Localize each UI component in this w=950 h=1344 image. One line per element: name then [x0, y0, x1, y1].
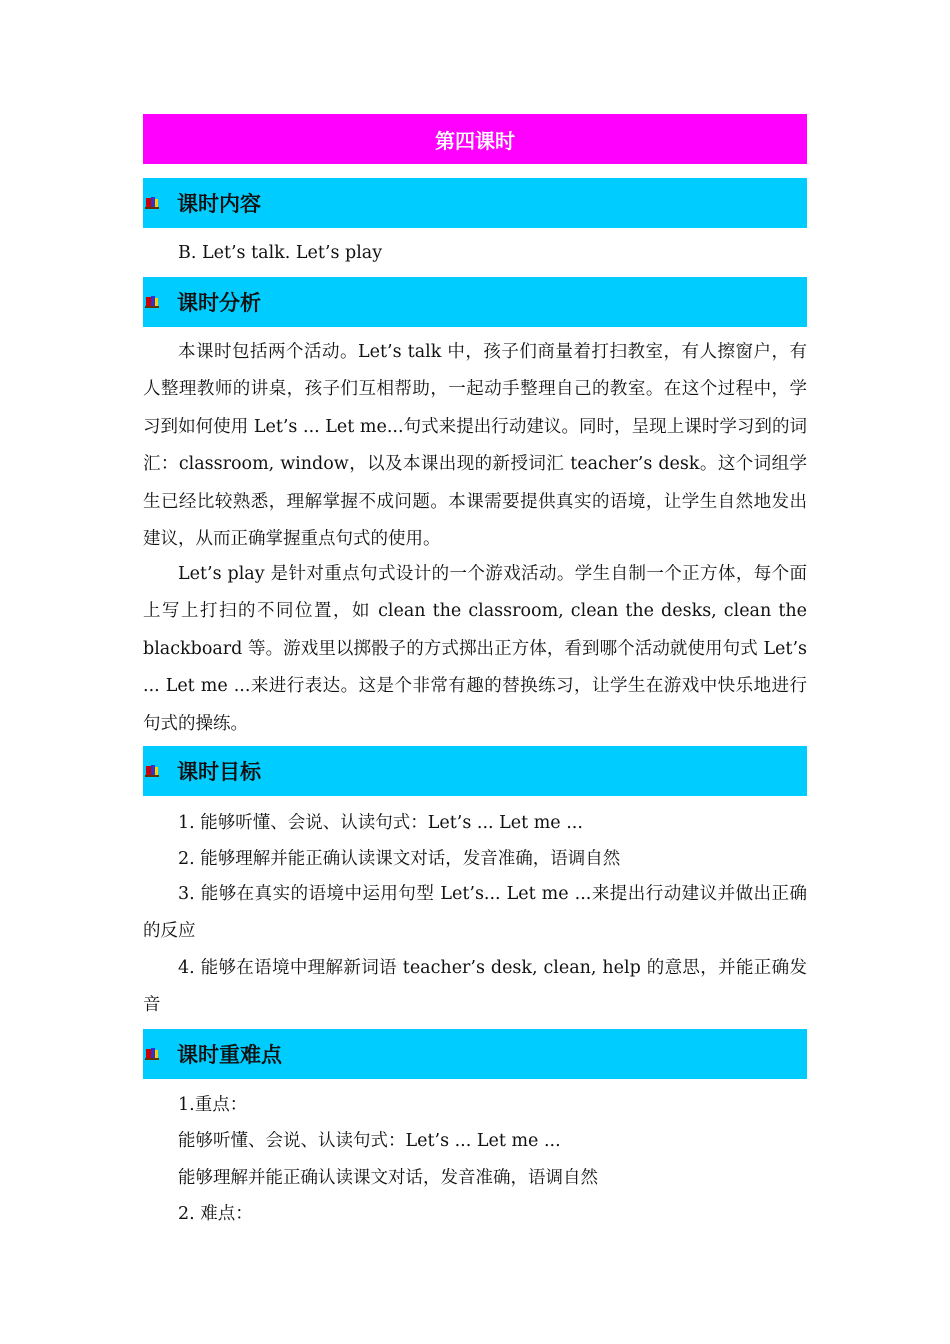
book-stack-icon [145, 196, 159, 210]
analysis-paragraph-2: Let’s play 是针对重点句式设计的一个游戏活动。学生自制一个正方体，每个面上写上打扫的不同位置，如 clean the classroom, clean the desks, clean the blackboard 等。游戏里以掷骰子的方式掷出正方体，看到哪个活动就使用句式 Let’s ... Let me ...来进行表达。这是个非常有趣的替换练习，让学生在游戏中快乐地进行句式的操练。 [143, 564, 807, 734]
objective-item: 3. 能够在真实的语境中运用句型 Let’s... Let me ...来提出行动建议并做出正确的反应 [143, 884, 807, 941]
section-header-content [143, 178, 807, 228]
lesson-title: 第四课时 [143, 114, 807, 164]
difficult-points-label: 2. 难点： [178, 1204, 253, 1224]
analysis-paragraph-1: 本课时包括两个活动。Let’s talk 中，孩子们商量着打扫教室，有人擦窗户，有人整理教师的讲桌，孩子们互相帮助，一起动手整理自己的教室。在这个过程中，学习到如何使用 Let’s ... Let me...句式来提出行动建议。同时，呈现上课时学习到的词汇：classroom, window，以及本课出现的新授词汇 teacher’s desk。这个词组学生已经比较熟悉，理解掌握不成问题。本课需要提供真实的语境，让学生自然地发出建议，从而正确掌握重点句式的使用。 [143, 342, 807, 550]
content-line: B. Let’s talk. Let’s play [178, 243, 383, 263]
book-stack-icon [145, 1047, 159, 1061]
section-heading: 课时重难点 [177, 1043, 282, 1067]
objective-item: 4. 能够在语境中理解新词语 teacher’s desk, clean, help 的意思，并能正确发音 [143, 958, 807, 1015]
section-header-objectives [143, 746, 807, 796]
section-header-key-points [143, 1029, 807, 1079]
objective-item: 2. 能够理解并能正确认读课文对话，发音准确，语调自然 [178, 849, 621, 869]
section-heading: 课时内容 [177, 192, 261, 216]
section-header-analysis [143, 277, 807, 327]
objective-item: 1. 能够听懂、会说、认读句式：Let’s ... Let me ... [178, 813, 583, 833]
key-point-item: 能够听懂、会说、认读句式：Let’s ... Let me ... [178, 1131, 561, 1151]
book-stack-icon [145, 764, 159, 778]
key-points-label: 1.重点： [178, 1095, 248, 1115]
section-heading: 课时目标 [177, 760, 261, 784]
key-point-item: 能够理解并能正确认读课文对话，发音准确，语调自然 [178, 1168, 598, 1188]
section-heading: 课时分析 [177, 291, 261, 315]
book-stack-icon [145, 295, 159, 309]
